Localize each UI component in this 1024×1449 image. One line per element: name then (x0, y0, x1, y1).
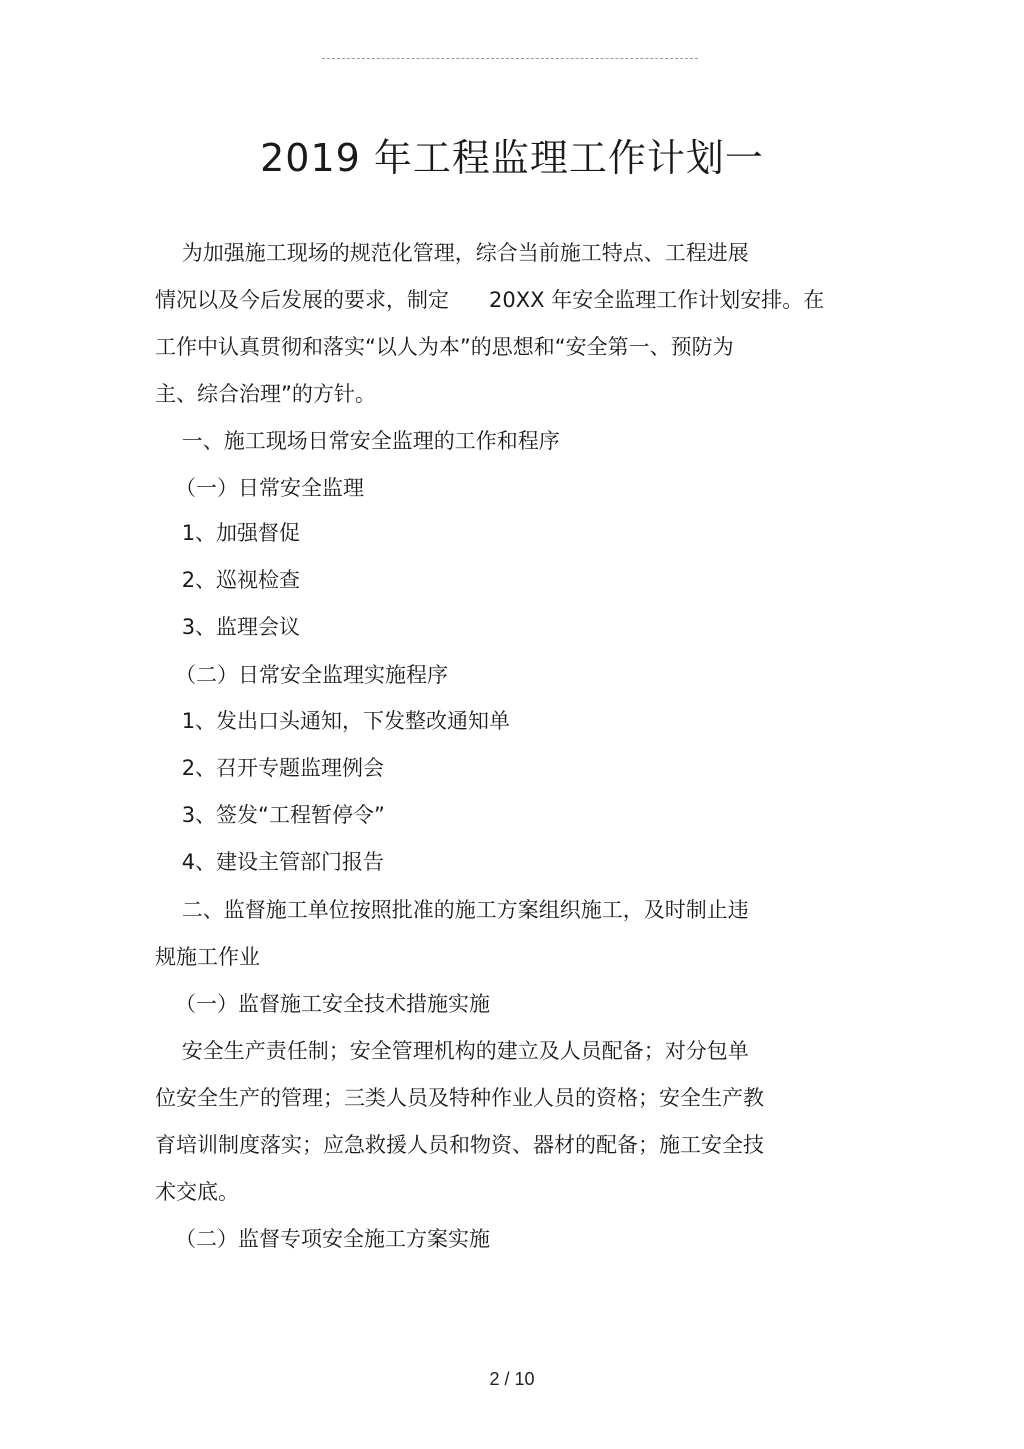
body-line-14: 4、建设主管部门报告 (155, 850, 385, 874)
body-line-5: 一、施工现场日常安全监理的工作和程序 (155, 429, 560, 453)
body-line-9: 3、监理会议 (155, 615, 301, 639)
header-rule (322, 58, 698, 59)
body-line-12: 2、召开专题监理例会 (155, 756, 385, 780)
body-line-22: （二）监督专项安全施工方案实施 (155, 1227, 491, 1251)
body-line-20: 育培训制度落实；应急救援人员和物资、器材的配备；施工安全技 (155, 1133, 764, 1157)
body-line-10: （二）日常安全监理实施程序 (155, 663, 449, 687)
body-line-16: 规施工作业 (155, 945, 260, 969)
body-line-8: 2、巡视检查 (155, 568, 301, 592)
body-line-17: （一）监督施工安全技术措施实施 (155, 992, 491, 1016)
body-line-15: 二、监督施工单位按照批准的施工方案组织施工，及时制止违 (155, 898, 749, 922)
page-title: 2019 年工程监理工作计划一 (260, 136, 764, 180)
body-line-13: 3、签发“工程暂停令” (155, 803, 385, 827)
body-line-6: （一）日常安全监理 (155, 476, 365, 500)
body-line-18: 安全生产责任制；安全管理机构的建立及人员配备；对分包单 (155, 1039, 749, 1063)
body-line-21: 术交底。 (155, 1180, 239, 1204)
body-line-7: 1、加强督促 (155, 521, 301, 545)
body-line-2: 情况以及今后发展的要求，制定 20XX 年安全监理工作计划安排。在 (155, 288, 825, 312)
body-line-3: 工作中认真贯彻和落实“以人为本”的思想和“安全第一、预防为 (155, 335, 734, 359)
body-line-4: 主、综合治理”的方针。 (155, 382, 376, 406)
page-number: 2 / 10 (489, 1369, 535, 1389)
body-line-11: 1、发出口头通知，下发整改通知单 (155, 709, 511, 733)
body-line-1: 为加强施工现场的规范化管理，综合当前施工特点、工程进展 (155, 241, 749, 265)
body-line-19: 位安全生产的管理；三类人员及特种作业人员的资格；安全生产教 (155, 1086, 764, 1110)
